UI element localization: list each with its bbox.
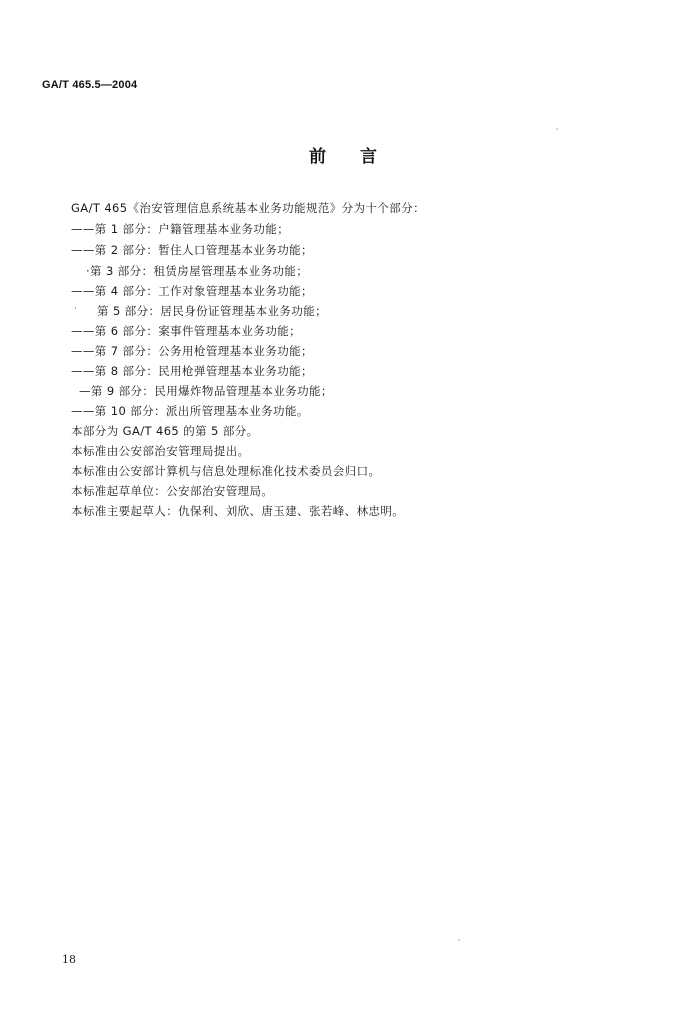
part-list-item: 第 5 部分：居民身份证管理基本业务功能； (97, 304, 328, 318)
body-paragraph: 本标准起草单位：公安部治安管理局。 (71, 484, 274, 498)
part-list-item: ——第 2 部分：暂住人口管理基本业务功能； (71, 243, 313, 257)
part-list-item: —第 9 部分：民用爆炸物品管理基本业务功能； (79, 384, 333, 398)
page-number: 18 (62, 953, 76, 966)
part-list-item: ——第 7 部分：公务用枪管理基本业务功能； (71, 344, 313, 358)
body-paragraph: 本标准主要起草人：仇保利、刘欣、唐玉建、张若峰、林忠明。 (71, 504, 405, 518)
page-title: 前言 (309, 147, 411, 167)
intro-paragraph: GA/T 465《治安管理信息系统基本业务功能规范》分为十个部分： (71, 201, 425, 215)
stray-mark: · (74, 304, 77, 314)
part-list-item: ·第 3 部分：租赁房屋管理基本业务功能； (86, 264, 309, 278)
part-list-item: ——第 10 部分：派出所管理基本业务功能。 (71, 404, 309, 418)
scan-speck (556, 128, 558, 130)
part-list-item: ——第 1 部分：户籍管理基本业务功能； (71, 222, 290, 236)
body-paragraph: 本标准由公安部治安管理局提出。 (71, 444, 250, 458)
body-paragraph: 本部分为 GA/T 465 的第 5 部分。 (71, 424, 259, 438)
body-paragraph: 本标准由公安部计算机与信息处理标准化技术委员会归口。 (71, 464, 381, 478)
part-list-item: ——第 6 部分：案事件管理基本业务功能； (71, 324, 302, 338)
standard-code: GA/T 465.5—2004 (42, 79, 138, 91)
scan-speck (458, 939, 460, 941)
part-list-item: ——第 8 部分：民用枪弹管理基本业务功能； (71, 364, 313, 378)
part-list-item: ——第 4 部分：工作对象管理基本业务功能； (71, 284, 313, 298)
